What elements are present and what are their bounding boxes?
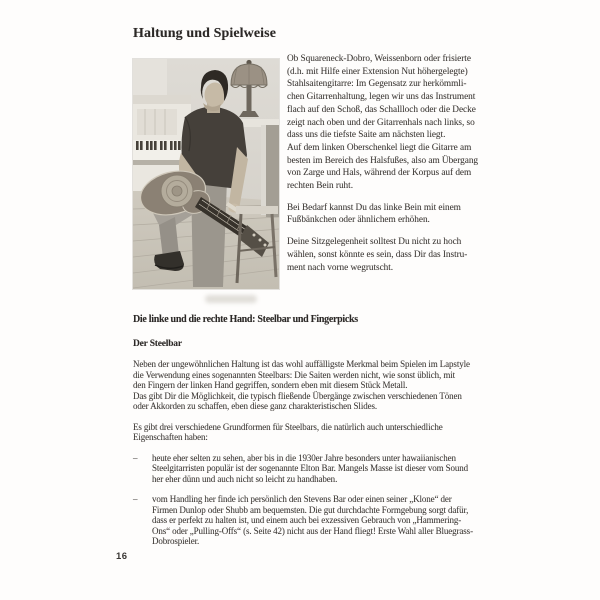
bullet-text: vom Handling her finde ich persönlich den Stevens Bar oder einen seiner „Klone“ der Firmen Dunlop oder Shubb am bequemsten. Die gut durchdachte Formgebung sorgt dafür, dass er perfekt zu halten ist, und einem auch bei exzessiven Gebrauch von „Hammering- Ons“ oder „Pulling-Offs“ (s. Seite 42) nicht aus der Hand fliegt! Erste Wahl aller Bluegrass- Dobrospieler. [152,494,473,546]
section-heading: Die linke und die rechte Hand: Steelbar und Fingerpicks [133,314,358,325]
bullet-item [133,494,489,547]
page-number: 16 [116,551,128,562]
intro-paragraph: Bei Bedarf kannst Du das linke Bein mit einem Fußbänkchen oder ähnlichem erhöhen. [287,202,461,226]
bullet-text: heute eher selten zu sehen, aber bis in die 1930er Jahre besonders unter hawaiianischen Steelgitarristen populär ist der sogenannte Elton Bar. Mangels Masse ist dieser vom Sound her eher dünn und auch nicht so leicht zu handhaben. [152,452,469,484]
bullet-item [133,453,489,485]
bullet-dash: – [133,494,138,504]
sub-heading: Der Steelbar [133,339,182,349]
intro-paragraph: Ob Squareneck-Dobro, Weissenborn oder frisierte (d.h. mit Hilfe einer Extension Nut höhergelegte) Stahlsaitengitarre: Im Gegensatz zur herkömmli- chen Gitarrenhaltung, legen wir uns das Instrument flach auf den Schoß, das Schallloch oder die Decke zeigt nach oben und der Gitarrenhals nach links, so dass uns die tiefste Saite am nächsten liegt. Auf dem linken Oberschenkel liegt die Gitarre am besten im Bereich des Halsfußes, also am Übergang von Zarge und Hals, während der Korpus auf dem rechten Bein ruht. [287,54,479,192]
photo-illustration [133,59,279,289]
intro-paragraph: Deine Sitzgelegenheit solltest Du nicht zu hoch wählen, sonst könnte es sein, dass Dir das Instru- ment nach vorne wegrutscht. [287,237,468,273]
intro-column [287,53,484,283]
body-paragraph: Neben der ungewöhnlichen Haltung ist das wohl auffälligste Merkmal beim Spielen im Lapstyle die Verwendung eines sogenannten Steelbars: Die Saiten werden nicht, wie sonst üblich, mit den Fingern der linken Hand gegriffen, sondern eben mit diesem Stück Metall. Das gibt Dir die Möglichkeit, die typisch fließende Übergänge zwischen verschiedenen Tönen oder Akkorden zu schaffen, eben diese ganz charakteristischen Slides. [133,359,470,411]
page-title: Haltung und Spielweise [133,26,277,41]
scan-smudge [205,295,257,303]
body-paragraph: Es gibt drei verschiedene Grundformen für Steelbars, die natürlich auch unterschiedliche Eigenschaften haben: [133,421,443,442]
section-body [133,359,489,557]
photo-man-playing-dobro [133,59,279,289]
photo-window-light [133,59,167,99]
bullet-dash: – [133,452,138,463]
